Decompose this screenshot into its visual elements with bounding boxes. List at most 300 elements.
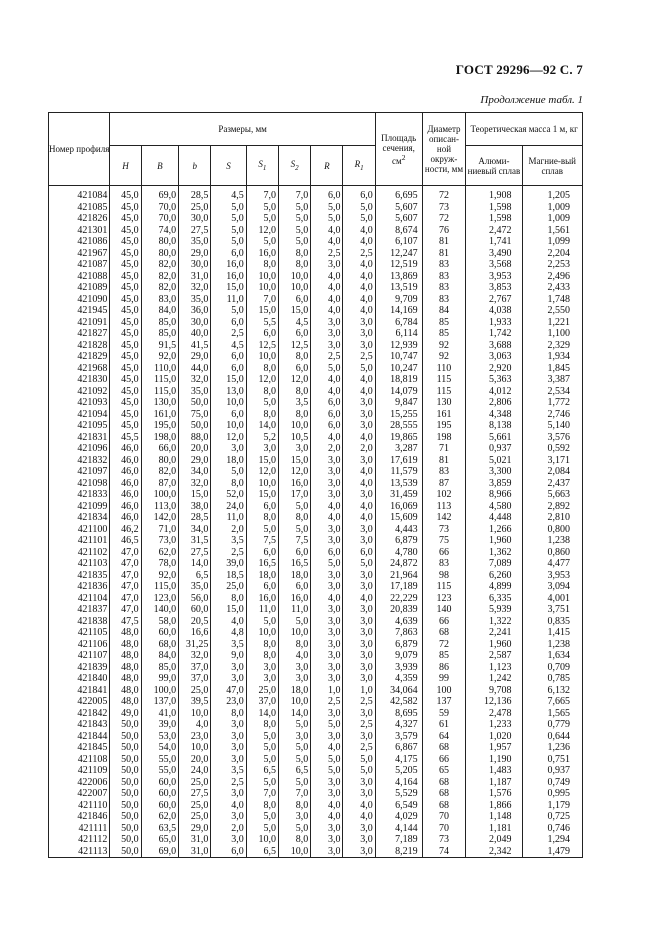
table-cell: 11,579 [375,466,422,478]
table-cell: 421095 [49,420,110,432]
table-cell: 12,0 [211,432,246,444]
table-cell: 5,0 [278,719,310,731]
table-cell: 83 [422,271,466,283]
table-cell: 6,867 [375,742,422,754]
table-cell: 3,859 [466,478,522,490]
table-cell: 4,0 [311,305,343,317]
table-header [49,113,583,186]
table-cell: 6,0 [211,363,246,375]
table-cell: 31,25 [179,639,211,651]
table-cell: 10,0 [246,478,278,490]
table-row [49,788,583,800]
table-cell: 3,5 [211,535,246,547]
table-row [49,777,583,789]
table-cell: 85,0 [141,328,178,340]
table-cell: 2,0 [311,443,343,455]
table-cell: 69,0 [141,186,178,202]
table-cell: 70 [422,823,466,835]
table-cell: 137 [422,696,466,708]
table-cell: 13,519 [375,282,422,294]
table-cell: 115,0 [141,386,178,398]
table-cell: 1,322 [466,616,522,628]
table-cell: 2,534 [522,386,582,398]
table-continuation-label: Продолжение табл. 1 [480,94,583,106]
table-cell: 421827 [49,328,110,340]
table-row [49,719,583,731]
table-cell: 10,0 [211,420,246,432]
table-cell: 46,0 [110,512,141,524]
table-cell: 1,415 [522,627,582,639]
table-cell: 5,0 [246,397,278,409]
table-cell: 48,0 [110,639,141,651]
table-cell: 7,0 [246,294,278,306]
table-cell: 41,5 [179,340,211,352]
table-cell: 8,0 [278,409,310,421]
table-cell: 68 [422,777,466,789]
table-cell: 3,387 [522,374,582,386]
table-cell: 49,0 [110,708,141,720]
table-cell: 4,0 [311,512,343,524]
table-cell: 45,0 [110,317,141,329]
table-cell: 25,0 [179,777,211,789]
table-cell: 70,0 [141,213,178,225]
table-cell: 38,0 [179,501,211,513]
table-cell: 47,5 [110,616,141,628]
table-cell: 142 [422,512,466,524]
table-cell: 45,0 [110,236,141,248]
table-cell: 15,0 [211,374,246,386]
table-row [49,742,583,754]
table-cell: 2,084 [522,466,582,478]
table-cell: 4,0 [311,501,343,513]
table-cell: 4,0 [311,811,343,823]
table-cell: 4,0 [343,282,375,294]
table-cell: 3,0 [311,317,343,329]
table-cell: 23,0 [179,731,211,743]
table-cell: 4,8 [211,627,246,639]
table-cell: 2,5 [211,328,246,340]
table-cell: 29,0 [179,248,211,260]
table-row [49,248,583,260]
table-cell: 18,0 [211,455,246,467]
table-cell: 422006 [49,777,110,789]
table-cell: 4,029 [375,811,422,823]
table-cell: 45,0 [110,202,141,214]
table-cell: 7,0 [278,186,310,202]
table-cell: 81 [422,248,466,260]
table-cell: 30,0 [179,259,211,271]
table-cell: 4,580 [466,501,522,513]
table-cell: 4,164 [375,777,422,789]
table-cell: 60,0 [141,777,178,789]
table-cell: 10,0 [246,271,278,283]
table-cell: 28,5 [179,186,211,202]
table-body [49,186,583,858]
table-cell: 72 [422,186,466,202]
table-cell: 45,0 [110,397,141,409]
table-cell: 1,561 [522,225,582,237]
table-cell: 1,179 [522,800,582,812]
table-cell: 3,5 [211,639,246,651]
table-cell: 2,329 [522,340,582,352]
table-cell: 10,0 [246,351,278,363]
table-cell: 20,839 [375,604,422,616]
table-cell: 46,0 [110,443,141,455]
table-cell: 2,0 [211,524,246,536]
table-cell: 3,0 [343,397,375,409]
table-cell: 3,0 [343,662,375,674]
table-cell: 8,0 [278,512,310,524]
table-row [49,443,583,455]
table-cell: 7,089 [466,558,522,570]
table-cell: 421841 [49,685,110,697]
table-cell: 6,0 [246,581,278,593]
table-cell: 86 [422,662,466,674]
table-cell: 3,0 [311,524,343,536]
table-cell: 421968 [49,363,110,375]
table-cell: 25,0 [211,581,246,593]
table-cell: 1,187 [466,777,522,789]
col-dimensions-header: Размеры, мм [110,113,375,146]
table-cell: 24,872 [375,558,422,570]
table-cell: 15,0 [211,282,246,294]
table-cell: 25,0 [179,800,211,812]
table-cell: 39,5 [179,696,211,708]
table-cell: 46,0 [110,478,141,490]
table-cell: 421102 [49,547,110,559]
table-cell: 3,0 [343,846,375,858]
table-row [49,225,583,237]
table-cell: 48,0 [110,696,141,708]
table-cell: 421104 [49,593,110,605]
table-cell: 161 [422,409,466,421]
table-cell: 52,0 [211,489,246,501]
table-cell: 4,0 [278,650,310,662]
table-cell: 421835 [49,570,110,582]
table-cell: 68 [422,788,466,800]
table-cell: 5,0 [246,823,278,835]
table-row [49,846,583,858]
table-cell: 50,0 [110,719,141,731]
table-cell: 6,260 [466,570,522,582]
table-cell: 3,063 [466,351,522,363]
table-cell: 3,0 [311,328,343,340]
table-cell: 5,0 [246,742,278,754]
table-cell: 47,0 [110,604,141,616]
table-row [49,432,583,444]
table-cell: 66,0 [141,443,178,455]
table-cell: 9,0 [211,650,246,662]
table-cell: 4,0 [343,236,375,248]
col-S1-header: $S_1$ [246,146,278,186]
table-cell: 36,0 [179,305,211,317]
table-cell: 2,204 [522,248,582,260]
table-cell: 1,908 [466,186,522,202]
col-mass-header: Теоретическая масса 1 м, кг [466,113,583,146]
table-cell: 20,5 [179,616,211,628]
table-cell: 3,0 [343,524,375,536]
table-cell: 5,0 [278,823,310,835]
table-row [49,627,583,639]
table-cell: 50,0 [110,731,141,743]
col-S2-header: $S_2$ [278,146,310,186]
table-row [49,811,583,823]
table-cell: 6,0 [246,328,278,340]
table-cell: 3,0 [311,259,343,271]
table-cell: 3,0 [211,742,246,754]
table-cell: 7,189 [375,834,422,846]
table-cell: 47,0 [110,547,141,559]
table-cell: 2,472 [466,225,522,237]
table-cell: 73 [422,524,466,536]
table-cell: 83 [422,282,466,294]
table-cell: 421092 [49,386,110,398]
table-cell: 16,0 [211,259,246,271]
table-cell: 4,0 [211,800,246,812]
table-cell: 1,479 [522,846,582,858]
table-cell: 4,448 [466,512,522,524]
table-cell: 3,0 [278,731,310,743]
table-cell: 47,0 [110,558,141,570]
table-cell: 2,049 [466,834,522,846]
table-cell: 100,0 [141,489,178,501]
table-cell: 28,5 [179,512,211,524]
table-cell: 45,0 [110,420,141,432]
col-H-header: H [110,146,141,186]
table-cell: 3,287 [375,443,422,455]
table-row [49,708,583,720]
table-cell: 31,5 [179,535,211,547]
table-cell: 3,0 [311,455,343,467]
table-cell: 421085 [49,202,110,214]
table-cell: 6,0 [311,420,343,432]
table-cell: 15,0 [211,604,246,616]
table-cell: 195 [422,420,466,432]
table-cell: 5,0 [343,765,375,777]
table-cell: 3,0 [311,581,343,593]
table-cell: 421112 [49,834,110,846]
table-cell: 1,181 [466,823,522,835]
table-row [49,328,583,340]
table-cell: 5,663 [522,489,582,501]
table-cell: 3,0 [343,420,375,432]
page-header: ГОСТ 29296—92 С. 7 [455,62,583,77]
table-cell: 100,0 [141,685,178,697]
table-cell: 10,747 [375,351,422,363]
table-row [49,340,583,352]
table-cell: 66 [422,547,466,559]
table-row [49,834,583,846]
table-cell: 130 [422,397,466,409]
table-cell: 4,0 [343,259,375,271]
table-cell: 0,592 [522,443,582,455]
table-cell: 5,0 [311,363,343,375]
table-cell: 1,960 [466,639,522,651]
table-cell: 18,0 [278,685,310,697]
table-cell: 88,0 [179,432,211,444]
table-cell: 6,0 [311,409,343,421]
table-cell: 9,847 [375,397,422,409]
table-cell: 140 [422,604,466,616]
table-cell: 4,0 [343,593,375,605]
table-cell: 8,138 [466,420,522,432]
table-cell: 1,845 [522,363,582,375]
table-cell: 4,477 [522,558,582,570]
table-cell: 83 [422,294,466,306]
table-cell: 3,0 [311,478,343,490]
table-cell: 421843 [49,719,110,731]
table-cell: 34,0 [179,466,211,478]
table-cell: 45,0 [110,351,141,363]
table-cell: 8,0 [246,259,278,271]
table-cell: 6,0 [211,317,246,329]
table-cell: 45,0 [110,213,141,225]
table-cell: 8,0 [211,478,246,490]
table-cell: 8,0 [278,248,310,260]
table-cell: 12,0 [246,374,278,386]
table-cell: 8,0 [246,719,278,731]
table-cell: 5,0 [278,225,310,237]
table-cell: 10,0 [179,742,211,754]
table-cell: 42,582 [375,696,422,708]
table-cell: 59 [422,708,466,720]
table-cell: 421097 [49,466,110,478]
table-cell: 0,995 [522,788,582,800]
table-cell: 85 [422,650,466,662]
table-cell: 3,0 [343,777,375,789]
table-row [49,282,583,294]
table-row [49,616,583,628]
table-cell: 45,0 [110,248,141,260]
table-cell: 421828 [49,340,110,352]
table-cell: 8,0 [246,363,278,375]
table-cell: 0,779 [522,719,582,731]
table-cell: 8,0 [278,386,310,398]
table-row [49,558,583,570]
table-cell: 1,266 [466,524,522,536]
table-cell: 4,0 [343,432,375,444]
table-cell: 421113 [49,846,110,858]
table-row [49,409,583,421]
table-cell: 5,0 [211,213,246,225]
table-row [49,271,583,283]
table-row [49,570,583,582]
table-cell: 4,0 [211,616,246,628]
table-cell: 8,0 [246,386,278,398]
table-cell: 3,579 [375,731,422,743]
table-cell: 99 [422,673,466,685]
table-cell: 20,0 [179,754,211,766]
table-cell: 5,0 [211,202,246,214]
table-cell: 60,0 [141,788,178,800]
table-cell: 82,0 [141,282,178,294]
table-cell: 422007 [49,788,110,800]
table-cell: 29,0 [179,351,211,363]
table-cell: 421086 [49,236,110,248]
table-row [49,213,583,225]
table-cell: 1,148 [466,811,522,823]
table-cell: 66 [422,616,466,628]
table-cell: 2,806 [466,397,522,409]
table-cell: 6,0 [311,547,343,559]
table-cell: 15,0 [246,305,278,317]
table-cell: 25,0 [246,685,278,697]
table-cell: 63,5 [141,823,178,835]
table-cell: 421096 [49,443,110,455]
table-cell: 50,0 [110,754,141,766]
table-cell: 5,0 [311,202,343,214]
table-cell: 3,939 [375,662,422,674]
table-cell: 1,233 [466,719,522,731]
table-cell: 80,0 [141,248,178,260]
table-cell: 4,0 [343,374,375,386]
table-cell: 3,0 [343,823,375,835]
table-cell: 5,2 [246,432,278,444]
table-cell: 2,5 [311,351,343,363]
table-cell: 73,0 [141,535,178,547]
table-cell: 8,0 [246,409,278,421]
table-cell: 5,0 [278,777,310,789]
table-cell: 4,443 [375,524,422,536]
table-cell: 85 [422,317,466,329]
table-cell: 5,607 [375,213,422,225]
table-cell: 3,0 [211,834,246,846]
table-cell: 2,433 [522,282,582,294]
table-cell: 2,746 [522,409,582,421]
table-cell: 3,0 [278,443,310,455]
table-row [49,478,583,490]
table-cell: 61 [422,719,466,731]
table-cell: 2,342 [466,846,522,858]
table-cell: 421098 [49,478,110,490]
table-cell: 0,746 [522,823,582,835]
table-cell: 4,0 [311,386,343,398]
table-cell: 10,0 [278,846,310,858]
table-cell: 37,0 [179,662,211,674]
table-cell: 8,0 [278,800,310,812]
table-cell: 6,107 [375,236,422,248]
table-cell: 6,0 [278,547,310,559]
table-row [49,202,583,214]
table-cell: 1,598 [466,202,522,214]
profile-table [48,112,583,858]
table-cell: 3,0 [343,788,375,800]
table-cell: 12,136 [466,696,522,708]
table-cell: 8,0 [211,593,246,605]
table-cell: 4,0 [311,593,343,605]
table-cell: 3,0 [343,639,375,651]
table-cell: 1,020 [466,731,522,743]
table-cell: 5,0 [343,754,375,766]
table-cell: 48,0 [110,662,141,674]
table-cell: 1,236 [522,742,582,754]
table-cell: 130,0 [141,397,178,409]
table-cell: 5,661 [466,432,522,444]
table-cell: 39,0 [141,719,178,731]
table-cell: 2,5 [311,696,343,708]
table-cell: 3,0 [246,443,278,455]
table-cell: 45,0 [110,328,141,340]
table-cell: 3,0 [278,662,310,674]
table-cell: 34,064 [375,685,422,697]
table-cell: 2,0 [211,823,246,835]
table-cell: 123 [422,593,466,605]
table-cell: 4,175 [375,754,422,766]
table-cell: 46,0 [110,455,141,467]
table-row [49,524,583,536]
table-cell: 421829 [49,351,110,363]
table-cell: 37,0 [179,673,211,685]
